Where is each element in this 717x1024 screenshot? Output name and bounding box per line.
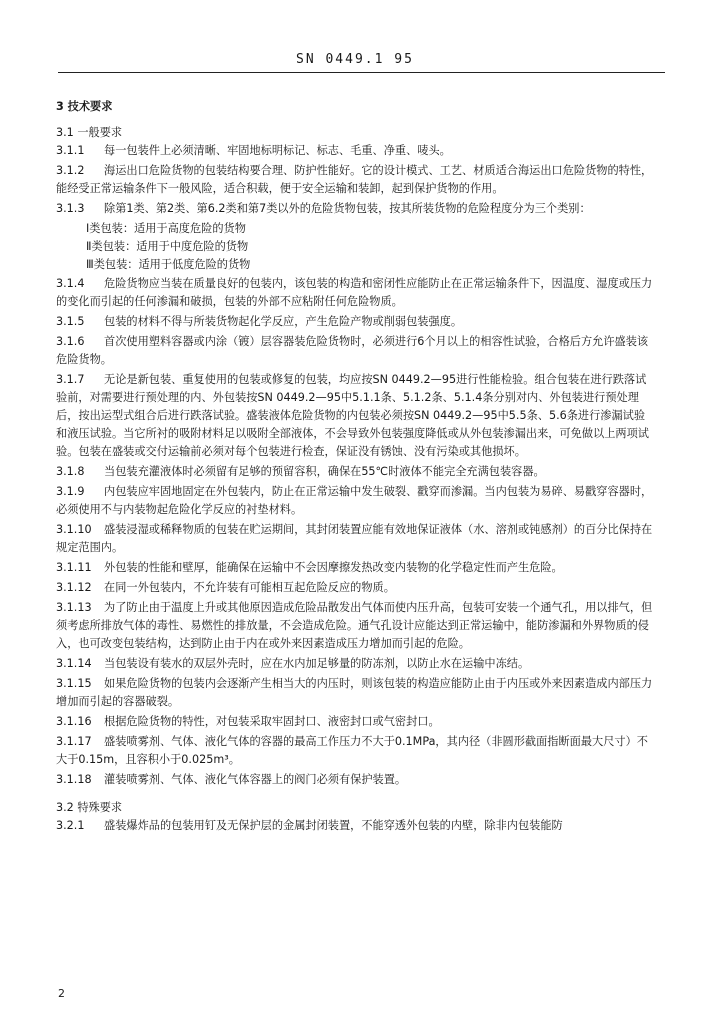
clause-text: 包装的材料不得与所装货物起化学反应，产生危险产物或削弱包装强度。 (104, 315, 463, 328)
clause-number: 3.1.2 (56, 164, 85, 177)
clause-number: 3.1.4 (56, 277, 85, 290)
clause (56, 275, 656, 311)
subsection-heading: 3.1 一般要求 (56, 126, 123, 139)
clause (56, 599, 656, 653)
clause-number: 3.1.18 (56, 773, 92, 786)
clause (56, 371, 656, 461)
clause-text: 如果危险货物的包装内会逐渐产生相当大的内压时，则该包装的构造应能防止由于内压或外来因素造成内部压力增加而引起的容器破裂。 (56, 677, 653, 708)
clause (56, 655, 656, 673)
clause (56, 142, 656, 160)
clause (56, 559, 656, 577)
clause-text: 除第1类、第2类、第6.2类和第7类以外的危险货物包装，按其所装货物的危险程度分为三个类别： (104, 202, 591, 215)
clause-number: 3.1.12 (56, 581, 92, 594)
section-heading: 3 技术要求 (56, 100, 113, 113)
clause-text: 灌装喷雾剂、气体、液化气体容器上的阀门必须有保护装置。 (104, 773, 407, 786)
clause (56, 313, 656, 331)
clause-text: 在同一外包装内，不允许装有可能相互起危险反应的物质。 (104, 581, 395, 594)
clause-text: 海运出口危险货物的包装结构要合理、防护性能好。它的设计模式、工艺、材质适合海运出口危险货物的特性，能经受正常运输条件下一般风险，适合积载，便于安全运输和装卸，起到保护货物的作用。 (56, 164, 653, 195)
clause (56, 200, 656, 218)
clause (56, 521, 656, 557)
clause-text: 为了防止由于温度上升或其他原因造成危险品散发出气体而使内压升高，包装可安装一个通气孔，用以排气，但须考虑所排放气体的毒性、易燃性的排放量，不会造成危险。通气孔设计应能达到正常运输中，能防渗漏和外界物质的侵入，也可改变包装结构，达到防止由于内在或外来因素造成压力增加而引起的危险。 (56, 601, 653, 650)
clause-text: 当包装设有装水的双层外壳时，应在水内加足够量的防冻剂，以防止水在运输中冻结。 (104, 657, 530, 670)
clause-text: 盛装浸湿或稀释物质的包装在贮运期间，其封闭装置应能有效地保证液体（水、溶剂或钝感剂）的百分比保持在规定范围内。 (56, 523, 653, 554)
clause-number: 3.1.15 (56, 677, 92, 690)
clause-text: 内包装应牢固地固定在外包装内，防止在正常运输中发生破裂、戳穿而渗漏。当内包装为易碎、易戳穿容器时，必须使用不与内装物起危险化学反应的衬垫材料。 (56, 485, 653, 516)
clause-text: 首次使用塑料容器或内涂（镀）层容器装危险货物时，必须进行6个月以上的相容性试验，合格后方允许盛装该危险货物。 (56, 335, 649, 366)
clause (56, 162, 656, 198)
clause-number: 3.1.3 (56, 202, 85, 215)
clause-text: 盛装喷雾剂、气体、液化气体的容器的最高工作压力不大于0.1MPa，其内径（非圆形截面指断面最大尺寸）不大于0.15m，且容积小于0.025m³。 (56, 735, 648, 766)
package-class-item: Ⅰ类包装：适用于高度危险的货物 (86, 222, 246, 235)
clause-text: 外包装的性能和壁厚，能确保在运输中不会因摩擦发热改变内装物的化学稳定性而产生危险。 (104, 561, 563, 574)
clause-text: 每一包装件上必须清晰、牢固地标明标记、标志、毛重、净重、唛头。 (104, 144, 451, 157)
page-number: 2 (58, 987, 65, 1000)
clause-text: 无论是新包装、重复使用的包装或修复的包装，均应按SN 0449.2—95进行性能检验。组合包装在进行跌落试验前，对需要进行预处理的内、外包装按SN 0449.2—95中5.1.1条、5.1.2条、5.1.4条分别对内、外包装进行预处理后，按出运型式组合后进行跌落试验。盛装液体危险货物的内包装必须按SN 0449.2—95中5.5条、5.6条进行渗漏试验和液压试验。当它所衬的吸附材料足以吸附全部液体，不会导致外包装强度降低或从外包装渗漏出来，可免做以上两项试验。包装在盛装或交付运输前必须对每个包装进行检查，保证没有锈蚀、没有污染或其他损坏。 (56, 373, 649, 458)
clause-number: 3.2.1 (56, 819, 85, 832)
clause-number: 3.1.1 (56, 144, 85, 157)
header-rule (58, 72, 665, 73)
clause-number: 3.1.5 (56, 315, 85, 328)
clause-text: 当包装充灌液体时必须留有足够的预留容积，确保在55℃时液体不能完全充满包装容器。 (104, 465, 545, 478)
clause (56, 579, 656, 597)
clause-text: 危险货物应当装在质量良好的包装内，该包装的构造和密闭性应能防止在正常运输条件下，因温度、湿度或压力的变化而引起的任何渗漏和破损，包装的外部不应粘附任何危险物质。 (56, 277, 653, 308)
clause (56, 675, 656, 711)
clause-number: 3.1.9 (56, 485, 85, 498)
clause-number: 3.1.13 (56, 601, 92, 614)
clause (56, 463, 656, 481)
clause-number: 3.1.17 (56, 735, 92, 748)
clause-number: 3.1.11 (56, 561, 92, 574)
clause (56, 483, 656, 519)
clause-number: 3.1.10 (56, 523, 92, 536)
clause (56, 333, 656, 369)
clause-number: 3.1.16 (56, 715, 92, 728)
clause-text: 盛装爆炸品的包装用钉及无保护层的金属封闭装置，不能穿透外包装的内壁，除非内包装能防 (104, 819, 563, 832)
subsection-heading: 3.2 特殊要求 (56, 801, 123, 814)
clause-text: 根据危险货物的特性，对包装采取牢固封口、液密封口或气密封口。 (104, 715, 440, 728)
clause (56, 713, 656, 731)
standard-code-header: SN 0449.1 95 (296, 52, 414, 67)
page-content (56, 96, 656, 837)
clause-number: 3.1.14 (56, 657, 92, 670)
clause-number: 3.1.6 (56, 335, 85, 348)
clause (56, 771, 656, 789)
package-class-item: Ⅱ类包装：适用于中度危险的货物 (86, 240, 249, 253)
clause (56, 817, 656, 835)
package-class-item: Ⅲ类包装：适用于低度危险的货物 (86, 258, 251, 271)
clause-number: 3.1.7 (56, 373, 85, 386)
clause (56, 733, 656, 769)
clause-number: 3.1.8 (56, 465, 85, 478)
